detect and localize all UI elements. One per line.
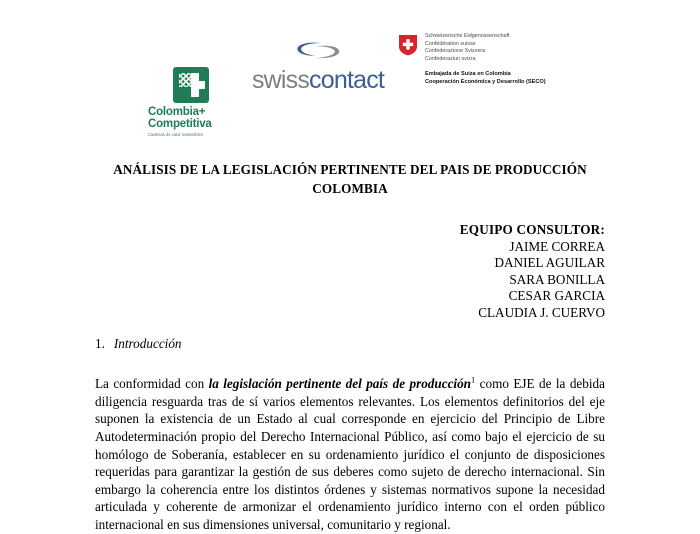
page-title-line2: COLOMBIA [312, 181, 388, 196]
swoosh-ellipse-icon [292, 40, 344, 62]
team-member: CLAUDIA J. CUERVO [478, 304, 605, 320]
swisscontact-word-contact: contact [309, 66, 385, 94]
swiss-confederation-language-it: Confederazione Svizzera [425, 48, 486, 55]
section-number: 1. [95, 336, 105, 351]
consulting-team-block [95, 222, 605, 321]
section-title: Introducción [113, 336, 182, 351]
swiss-confederation-language-de: Schweizerische Eidgenossenschaft [425, 33, 510, 39]
swisscontact-logo [248, 40, 388, 93]
consulting-team-heading: EQUIPO CONSULTOR: [459, 222, 605, 237]
colombia-competitiva-name-line2: Competitiva [148, 117, 212, 130]
colombia-competitiva-logo [146, 67, 236, 137]
team-member: JAIME CORREA [509, 238, 605, 254]
paragraph-emphasis: la legislación pertinente del país de producción [208, 376, 472, 392]
swiss-confederation-logo [398, 33, 628, 86]
team-member: SARA BONILLA [509, 271, 605, 287]
colombia-competitiva-name [146, 107, 236, 130]
swiss-shield-cross-icon [398, 34, 418, 56]
paragraph-rest: como EJE de la debida diligencia resguarda tras de sí varios elementos relevantes. Los elementos definitorios del eje suponen la existencia de un Estado al cual corresponde en ejercicio del Principio de Libre Autodeterminación propio del Derecho Internacional Público, así como bajo el ejercicio de su homólogo de Soberanía, establecer en su ordenamiento jurídico el conjunto de disposiciones requeridas para garantizar la gestión de sus deberes como sujeto de derecho internacional. Sin embargo la coherencia entre los distintos órdenes y sistemas normativos supone la necesidad articulada y coherente de armonizar el ordenamiento jurídico interno con el orden público internacional en sus dimensiones universal, comunitario y regional. [95, 376, 605, 532]
header-logo-band [0, 0, 700, 145]
paragraph-lead: La conformidad con [95, 376, 209, 392]
footnote-marker: 1 [471, 375, 476, 385]
page-title [95, 160, 605, 198]
swisscontact-wordmark [248, 68, 388, 93]
swisscontact-word-swiss: swiss [251, 66, 310, 94]
swiss-confederation-languages [425, 33, 628, 63]
team-member: DANIEL AGUILAR [494, 255, 605, 270]
swiss-embassy-line1: Embajada de Suiza en Colombia [425, 71, 511, 78]
swiss-confederation-language-fr: Confédération suisse [425, 40, 476, 47]
section-heading-introduccion [95, 335, 182, 352]
colombia-competitiva-name-line1: Colombia+ [148, 106, 206, 118]
page-title-line1: ANÁLISIS DE LA LEGISLACIÓN PERTINENTE DEL PAIS DE PRODUCCIÓN [113, 162, 587, 177]
introduction-paragraph [95, 375, 605, 533]
plus-horizontal-bar-icon [191, 81, 205, 89]
colombia-competitiva-mark-icon [173, 67, 209, 103]
swiss-embassy-subtitle [425, 70, 628, 86]
team-member: CESAR GARCIA [508, 288, 605, 303]
swiss-embassy-line2: Cooperación Económica y Desarrollo (SECO) [425, 79, 546, 86]
swiss-confederation-language-rm: Confederaziun svizra [425, 55, 476, 62]
colombia-competitiva-tagline: Cadenas de valor sostenibles [148, 132, 203, 137]
